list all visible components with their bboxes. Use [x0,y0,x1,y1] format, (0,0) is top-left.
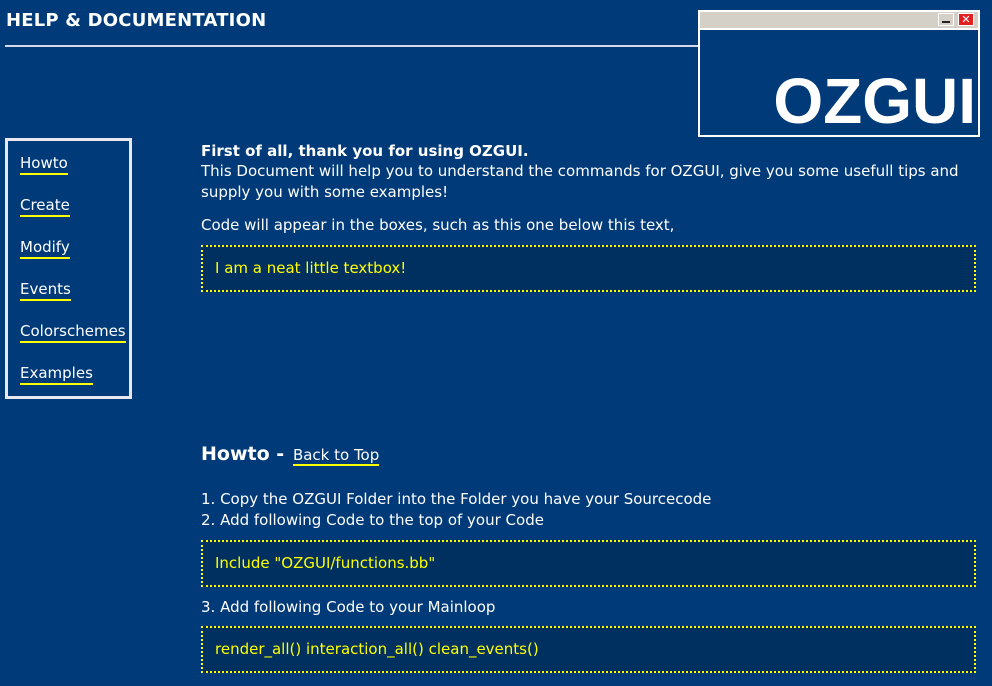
howto-step-3: 3. Add following Code to your Mainloop [201,598,496,616]
howto-step-1: 1. Copy the OZGUI Folder into the Folder you have your Sourcecode [201,490,712,508]
intro-section [201,141,976,292]
intro-code-note: Code will appear in the boxes, such as this one below this text, [201,216,675,234]
page-title: HELP & DOCUMENTATION [6,10,267,31]
howto-section [201,489,976,673]
logo-text: OZGUI [773,65,976,137]
howto-title: Howto - [201,443,285,465]
sidebar-item-create[interactable]: Create [20,195,70,217]
intro-text: This Document will help you to understand the commands for OZGUI, give you some usefull tips and supply you with some examples! [201,162,959,201]
code-box-include: Include "OZGUI/functions.bb" [201,540,976,587]
back-to-top-link[interactable]: Back to Top [292,446,380,464]
sidebar-nav [5,138,132,399]
logo-titlebar [700,12,978,30]
sidebar-item-modify[interactable]: Modify [20,237,70,259]
logo-window [698,10,980,137]
sidebar-item-events[interactable]: Events [20,279,71,301]
code-box-example: I am a neat little textbox! [201,245,976,292]
sidebar-item-examples[interactable]: Examples [20,363,93,385]
close-icon[interactable]: ✕ [958,13,974,26]
header-divider [5,45,700,47]
howto-heading [201,443,379,465]
minimize-icon[interactable] [938,13,954,26]
code-box-mainloop: render_all() interaction_all() clean_events() [201,626,976,673]
sidebar-item-colorschemes[interactable]: Colorschemes [20,321,126,343]
intro-heading: First of all, thank you for using OZGUI. [201,142,529,160]
howto-step-2: 2. Add following Code to the top of your Code [201,511,544,529]
sidebar-item-howto[interactable]: Howto [20,153,68,175]
